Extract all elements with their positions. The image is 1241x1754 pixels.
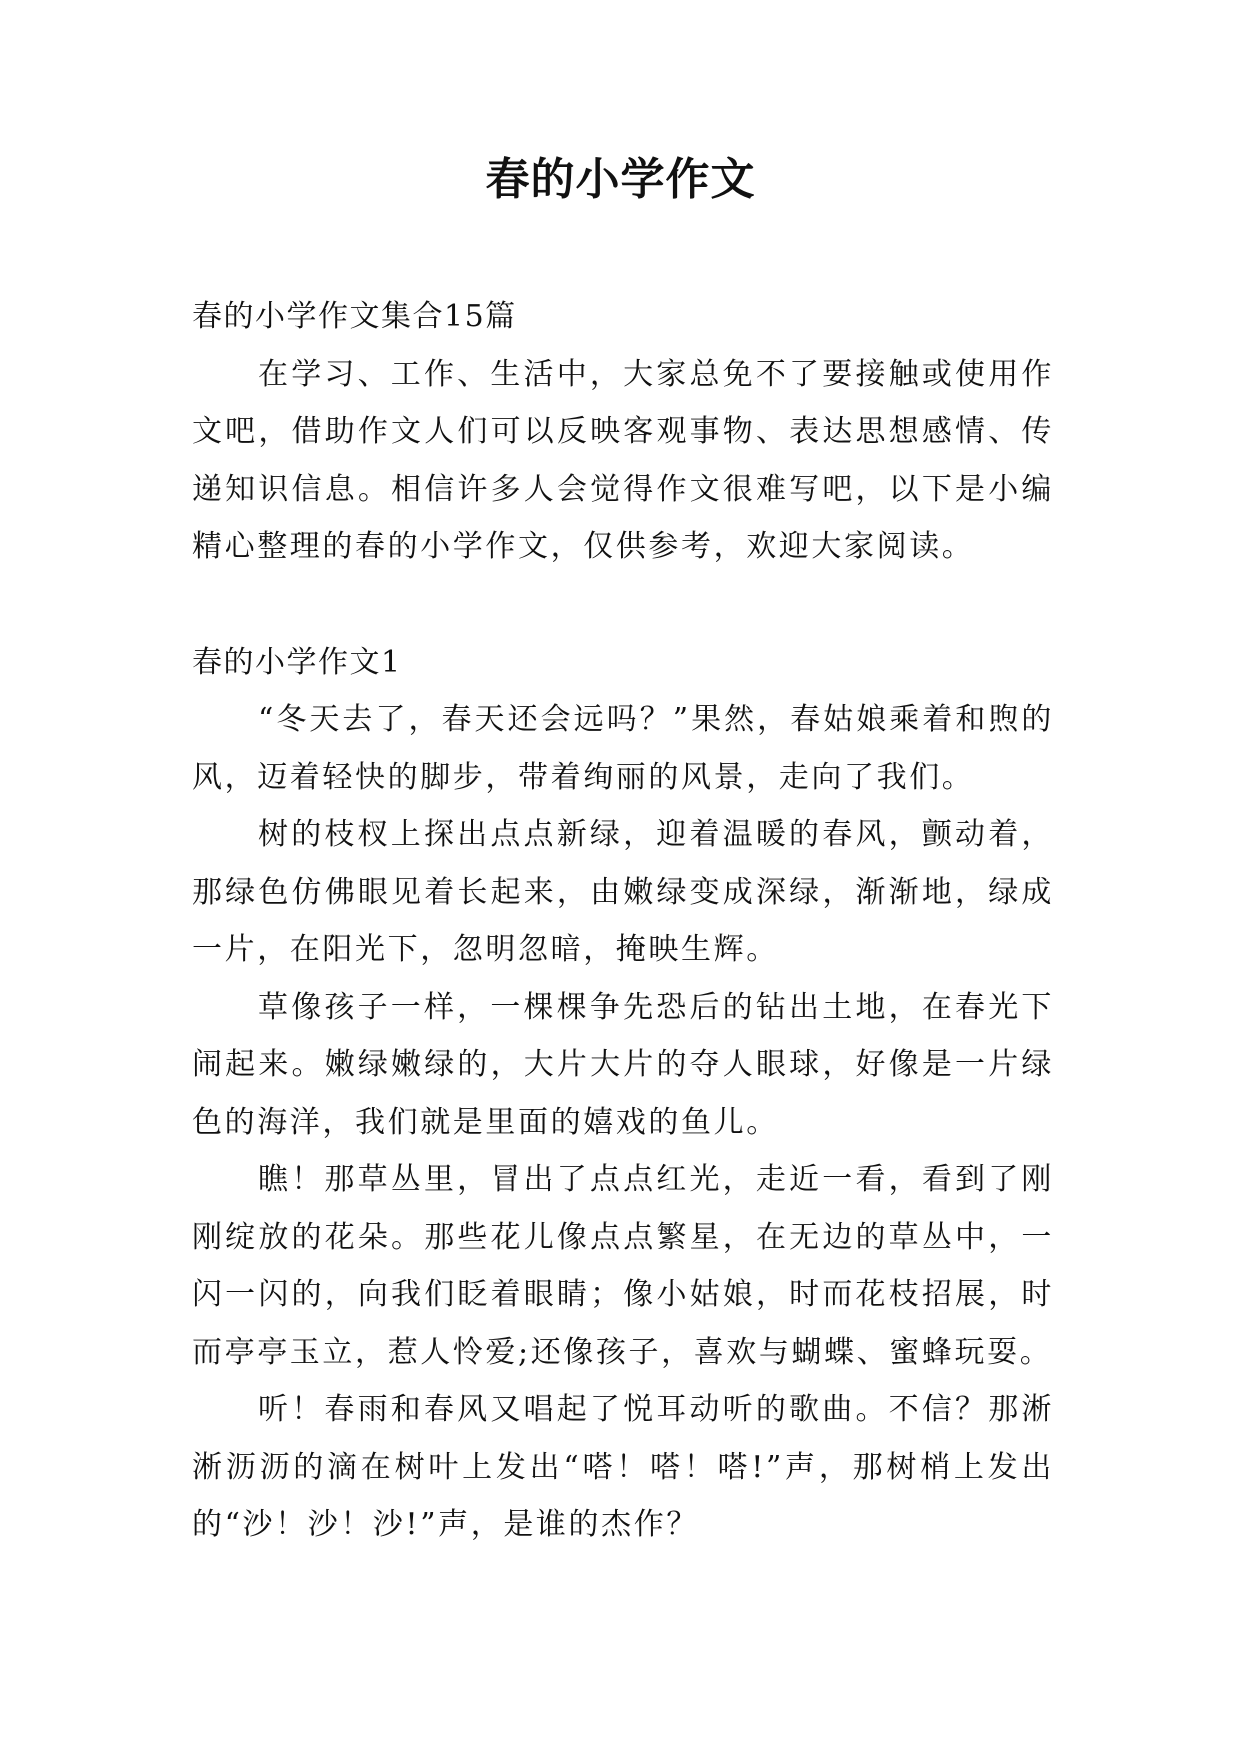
document-body: [192, 288, 1054, 1554]
section-spacer: [192, 576, 1054, 634]
essay-paragraph: 听！春雨和春风又唱起了悦耳动听的歌曲。不信？那淅淅沥沥的滴在树叶上发出“嗒！嗒！嗒!”声，那树梢上发出的“沙！沙！沙!”声，是谁的杰作？: [192, 1392, 1054, 1542]
essay-paragraph: 草像孩子一样，一棵棵争先恐后的钻出土地，在春光下闹起来。嫩绿嫩绿的，大片大片的夺人眼球，好像是一片绿色的海洋，我们就是里面的嬉戏的鱼儿。: [192, 989, 1054, 1140]
essay-paragraph: “冬天去了，春天还会远吗？”果然，春姑娘乘着和煦的风，迈着轻快的脚步，带着绚丽的风景，走向了我们。: [192, 702, 1054, 795]
essay-paragraph: 树的枝杈上探出点点新绿，迎着温暖的春风，颤动着，那绿色仿佛眼见着长起来，由嫩绿变成深绿，渐渐地，绿成一片，在阳光下，忽明忽暗，掩映生辉。: [192, 817, 1054, 967]
essay-heading: 春的小学作文1: [192, 644, 402, 680]
document-title: 春的小学作文: [485, 154, 756, 205]
collection-heading: 春的小学作文集合15篇: [192, 299, 517, 334]
essay-paragraph: 瞧！那草丛里，冒出了点点红光，走近一看，看到了刚刚绽放的花朵。那些花儿像点点繁星，在无边的草丛中，一闪一闪的，向我们眨着眼睛；像小姑娘，时而花枝招展，时而亭亭玉立，惹人怜爱;还像孩子，喜欢与蝴蝶、蜜蜂玩耍。: [192, 1162, 1054, 1370]
intro-paragraph: 在学习、工作、生活中，大家总免不了要接触或使用作文吧，借助作文人们可以反映客观事物、表达思想感情、传递知识信息。相信许多人会觉得作文很难写吧，以下是小编精心整理的春的小学作文，仅供参考，欢迎大家阅读。: [192, 356, 1054, 564]
